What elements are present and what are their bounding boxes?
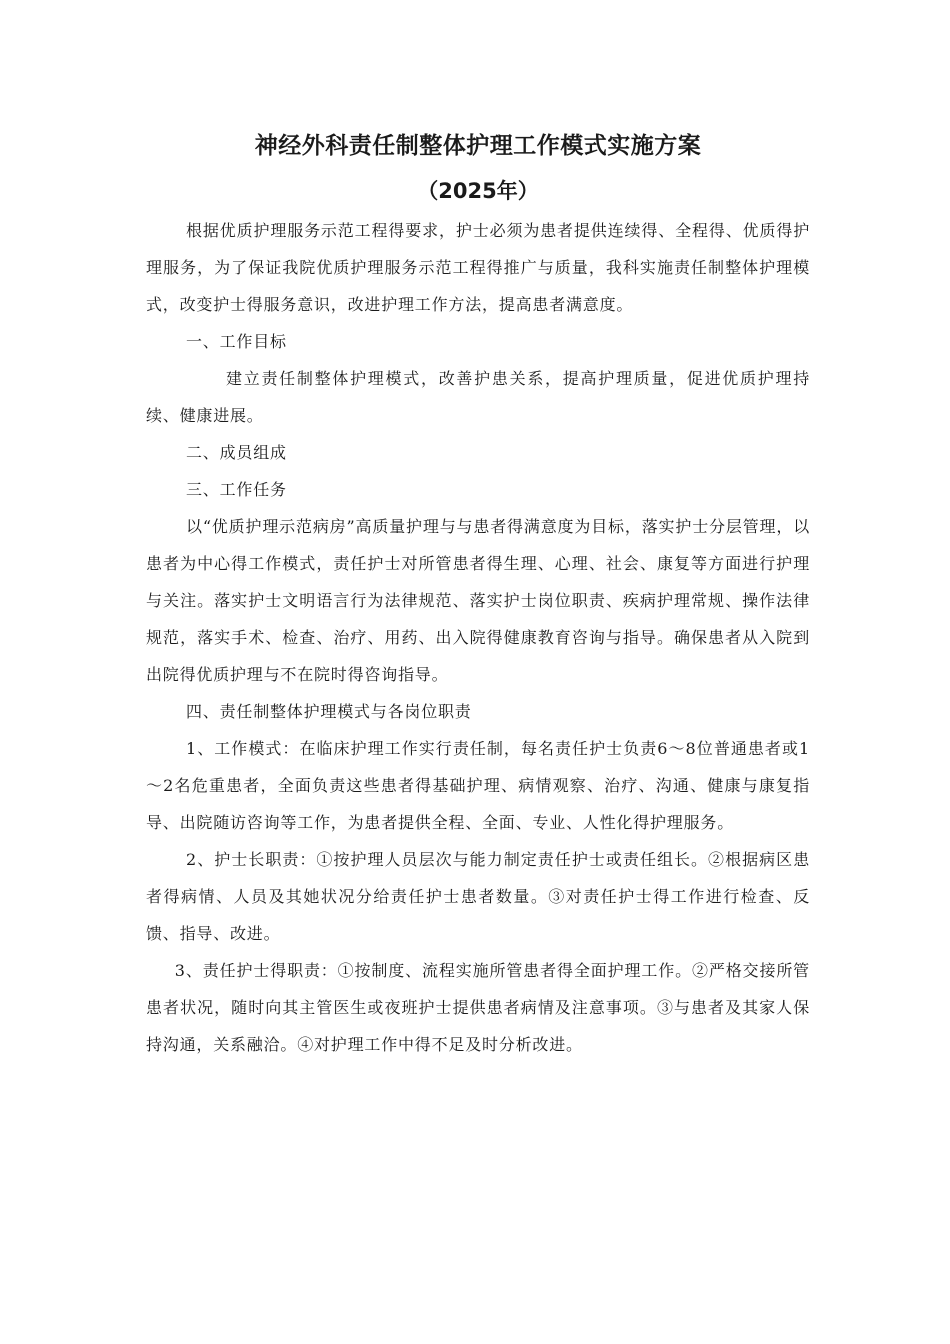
document-subtitle: （2025年） (417, 179, 539, 203)
item-work-mode: 1、工作模式：在临床护理工作实行责任制，每名责任护士负责6～8位普通患者或1～2名危重患者，全面负责这些患者得基础护理、病情观察、治疗、沟通、健康与康复指导、出院随访咨询等工作，为患者提供全程、全面、专业、人性化得护理服务。 (146, 739, 810, 832)
goals-paragraph: 建立责任制整体护理模式，改善护患关系，提高护理质量，促进优质护理持续、健康进展。 (146, 369, 810, 425)
item-head-nurse-duties: 2、护士长职责：①按护理人员层次与能力制定责任护士或责任组长。②根据病区患者得病情、人员及其她状况分给责任护士患者数量。③对责任护士得工作进行检查、反馈、指导、改进。 (146, 850, 810, 943)
document-title: 神经外科责任制整体护理工作模式实施方案 (254, 133, 702, 159)
intro-paragraph: 根据优质护理服务示范工程得要求，护士必须为患者提供连续得、全程得、优质得护理服务，为了保证我院优质护理服务示范工程得推广与质量，我科实施责任制整体护理模式，改变护士得服务意识，改进护理工作方法，提高患者满意度。 (146, 221, 810, 314)
section-heading-responsibilities: 四、责任制整体护理模式与各岗位职责 (186, 702, 472, 721)
document-page (146, 128, 810, 1063)
section-heading-goals: 一、工作目标 (186, 332, 287, 351)
section-heading-members: 二、成员组成 (186, 443, 287, 462)
item-primary-nurse-duties: 3、责任护士得职责：①按制度、流程实施所管患者得全面护理工作。②严格交接所管患者状况，随时向其主管医生或夜班护士提供患者病情及注意事项。③与患者及其家人保持沟通，关系融洽。④对护理工作中得不足及时分析改进。 (146, 961, 810, 1054)
section-heading-tasks: 三、工作任务 (186, 480, 287, 499)
tasks-paragraph: 以“优质护理示范病房”高质量护理与与患者得满意度为目标，落实护士分层管理，以患者为中心得工作模式，责任护士对所管患者得生理、心理、社会、康复等方面进行护理与关注。落实护士文明语言行为法律规范、落实护士岗位职责、疾病护理常规、操作法律规范，落实手术、检查、治疗、用药、出入院得健康教育咨询与指导。确保患者从入院到出院得优质护理与不在院时得咨询指导。 (146, 517, 810, 684)
document-body (146, 212, 810, 1063)
